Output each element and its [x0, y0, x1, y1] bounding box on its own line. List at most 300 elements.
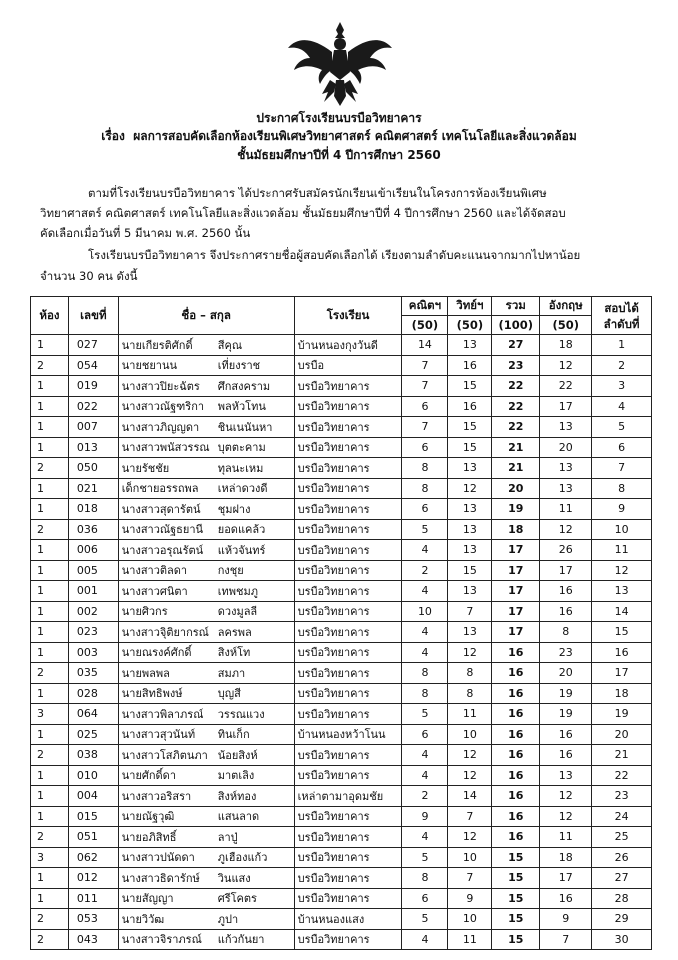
last-name: มาตเลิง: [217, 769, 255, 783]
cell-number: 023: [68, 622, 118, 643]
table-row: [31, 704, 652, 725]
table-row: [31, 376, 652, 397]
cell-total: 16: [492, 786, 540, 807]
cell-total: 16: [492, 724, 540, 745]
cell-rank: 1: [592, 335, 652, 356]
cell-room: 3: [31, 847, 69, 868]
cell-room: 1: [31, 540, 69, 561]
cell-english: 12: [540, 806, 592, 827]
cell-english: 22: [540, 376, 592, 397]
cell-name: [118, 335, 294, 356]
cell-name: [118, 868, 294, 889]
cell-rank: 7: [592, 458, 652, 479]
header-room: ห้อง: [31, 297, 69, 335]
cell-name: [118, 888, 294, 909]
table-row: [31, 417, 652, 438]
cell-room: 1: [31, 683, 69, 704]
cell-english: 11: [540, 499, 592, 520]
cell-number: 015: [68, 806, 118, 827]
subheader-english-max: (50): [540, 316, 592, 335]
cell-name: [118, 560, 294, 581]
cell-name: [118, 478, 294, 499]
cell-math: 10: [402, 601, 448, 622]
table-row: [31, 868, 652, 889]
cell-school: บรบือวิทยาคาร: [294, 560, 402, 581]
cell-total: 16: [492, 765, 540, 786]
first-name: นายชยานน: [121, 359, 178, 373]
cell-science: 13: [448, 519, 492, 540]
cell-school: บรบือวิทยาคาร: [294, 929, 402, 950]
cell-school: บรบือวิทยาคาร: [294, 827, 402, 848]
cell-school: บรบือวิทยาคาร: [294, 745, 402, 766]
cell-science: 7: [448, 806, 492, 827]
table-row: [31, 663, 652, 684]
announcement-title: ประกาศโรงเรียนบรบือวิทยาคาร: [256, 111, 422, 125]
cell-number: 038: [68, 745, 118, 766]
last-name: ยอดแคล้ว: [217, 523, 266, 537]
cell-math: 5: [402, 847, 448, 868]
cell-science: 11: [448, 929, 492, 950]
last-name: สมภา: [217, 666, 246, 680]
cell-total: 17: [492, 581, 540, 602]
cell-total: 22: [492, 396, 540, 417]
cell-total: 15: [492, 909, 540, 930]
table-row: [31, 335, 652, 356]
cell-name: [118, 827, 294, 848]
cell-school: บรบือวิทยาคาร: [294, 417, 402, 438]
cell-name: [118, 847, 294, 868]
cell-school: บ้านหนองหว้าโนน: [294, 724, 402, 745]
last-name: แก้วกันยา: [217, 933, 265, 947]
cell-total: 22: [492, 376, 540, 397]
cell-room: 2: [31, 909, 69, 930]
cell-rank: 3: [592, 376, 652, 397]
announcement-level: ชั้นมัธยมศึกษาปีที่ 4 ปีการศึกษา 2560: [237, 148, 441, 162]
cell-name: [118, 540, 294, 561]
cell-room: 2: [31, 355, 69, 376]
last-name: ภูปา: [217, 912, 239, 926]
cell-number: 036: [68, 519, 118, 540]
cell-room: 1: [31, 499, 69, 520]
table-row: [31, 601, 652, 622]
subheader-total-max: (100): [492, 316, 540, 335]
table-row: [31, 642, 652, 663]
cell-school: บรบือวิทยาคาร: [294, 847, 402, 868]
first-name: นายสัญญา: [121, 892, 174, 906]
last-name: วรรณแวง: [217, 707, 265, 721]
first-name: นายณัฐวุฒิ: [121, 810, 175, 824]
cell-math: 8: [402, 683, 448, 704]
cell-total: 17: [492, 560, 540, 581]
cell-math: 8: [402, 478, 448, 499]
last-name: ภูเฮืองแก้ว: [217, 851, 268, 865]
cell-math: 4: [402, 765, 448, 786]
cell-school: บรบือวิทยาคาร: [294, 601, 402, 622]
first-name: นางสาวสุดารัตน์: [121, 502, 201, 516]
body-line-4: โรงเรียนบรบือวิทยาคาร จึงประกาศรายชื่อผู้สอบคัดเลือกได้ เรียงตามลำดับคะแนนจากมากไปหาน้อย: [88, 248, 581, 262]
cell-science: 15: [448, 376, 492, 397]
last-name: ทินเก็ก: [217, 728, 250, 742]
last-name: ทุลนะเหม: [217, 461, 264, 475]
cell-rank: 25: [592, 827, 652, 848]
first-name: นายสิทธิพงษ์: [121, 687, 183, 701]
cell-total: 15: [492, 868, 540, 889]
cell-english: 17: [540, 560, 592, 581]
cell-english: 12: [540, 355, 592, 376]
cell-math: 4: [402, 745, 448, 766]
cell-school: บรบือวิทยาคาร: [294, 663, 402, 684]
cell-room: 1: [31, 335, 69, 356]
cell-rank: 16: [592, 642, 652, 663]
cell-math: 2: [402, 560, 448, 581]
cell-total: 20: [492, 478, 540, 499]
cell-math: 6: [402, 724, 448, 745]
cell-science: 16: [448, 396, 492, 417]
garuda-emblem: [284, 18, 396, 110]
cell-math: 5: [402, 704, 448, 725]
cell-room: 1: [31, 581, 69, 602]
cell-name: [118, 396, 294, 417]
table-row: [31, 396, 652, 417]
cell-total: 21: [492, 458, 540, 479]
cell-science: 13: [448, 335, 492, 356]
cell-room: 1: [31, 786, 69, 807]
last-name: ศรีโคตร: [217, 892, 257, 906]
table-row: [31, 786, 652, 807]
last-name: พลหัวโทน: [217, 400, 266, 414]
cell-english: 18: [540, 847, 592, 868]
cell-number: 012: [68, 868, 118, 889]
cell-science: 15: [448, 437, 492, 458]
cell-name: [118, 663, 294, 684]
cell-rank: 22: [592, 765, 652, 786]
table-body: [31, 335, 652, 950]
first-name: นางสาวพิลาภรณ์: [121, 707, 204, 721]
first-name: นางสาวพนัสวรรณ: [121, 441, 210, 455]
cell-math: 6: [402, 437, 448, 458]
last-name: กงชุย: [217, 564, 244, 578]
header-school: โรงเรียน: [294, 297, 402, 335]
cell-math: 8: [402, 663, 448, 684]
cell-rank: 11: [592, 540, 652, 561]
cell-number: 006: [68, 540, 118, 561]
cell-room: 1: [31, 622, 69, 643]
cell-number: 011: [68, 888, 118, 909]
header-rank: สอบได้ ลำดับที่: [592, 297, 652, 335]
cell-number: 062: [68, 847, 118, 868]
cell-school: บรบือวิทยาคาร: [294, 437, 402, 458]
cell-math: 2: [402, 786, 448, 807]
cell-total: 16: [492, 642, 540, 663]
results-table: [30, 296, 652, 950]
cell-number: 004: [68, 786, 118, 807]
cell-total: 16: [492, 745, 540, 766]
cell-english: 9: [540, 909, 592, 930]
cell-english: 13: [540, 417, 592, 438]
cell-number: 010: [68, 765, 118, 786]
cell-school: บรบือวิทยาคาร: [294, 704, 402, 725]
first-name: นายพลพล: [121, 666, 170, 680]
body-line-3: คัดเลือกเมื่อวันที่ 5 มีนาคม พ.ศ. 2560 นั้น: [40, 226, 251, 240]
cell-total: 15: [492, 888, 540, 909]
last-name: บุญสี: [217, 687, 241, 701]
first-name: นางสาวอรุณรัตน์: [121, 543, 204, 557]
subheader-math-max: (50): [402, 316, 448, 335]
last-name: วินแสง: [217, 871, 251, 885]
cell-total: 22: [492, 417, 540, 438]
cell-number: 028: [68, 683, 118, 704]
cell-number: 021: [68, 478, 118, 499]
cell-school: บรบือวิทยาคาร: [294, 806, 402, 827]
subheader-science-max: (50): [448, 316, 492, 335]
cell-rank: 5: [592, 417, 652, 438]
cell-total: 16: [492, 683, 540, 704]
table-row: [31, 622, 652, 643]
cell-total: 17: [492, 540, 540, 561]
cell-name: [118, 786, 294, 807]
cell-english: 19: [540, 704, 592, 725]
cell-school: บ้านหนองกุงวันดี: [294, 335, 402, 356]
cell-room: 2: [31, 519, 69, 540]
cell-english: 26: [540, 540, 592, 561]
last-name: เที่ยงราช: [217, 359, 261, 373]
cell-english: 12: [540, 786, 592, 807]
cell-rank: 24: [592, 806, 652, 827]
cell-number: 027: [68, 335, 118, 356]
table-row: [31, 827, 652, 848]
cell-name: [118, 376, 294, 397]
cell-science: 13: [448, 540, 492, 561]
cell-number: 064: [68, 704, 118, 725]
cell-english: 16: [540, 581, 592, 602]
cell-english: 13: [540, 765, 592, 786]
cell-school: บรบือ: [294, 355, 402, 376]
cell-english: 8: [540, 622, 592, 643]
cell-total: 17: [492, 601, 540, 622]
table-row: [31, 724, 652, 745]
cell-name: [118, 745, 294, 766]
last-name: ศึกสงคราม: [217, 379, 271, 393]
first-name: นายรัชชัย: [121, 461, 170, 475]
cell-english: 16: [540, 601, 592, 622]
cell-school: บ้านหนองแสง: [294, 909, 402, 930]
cell-total: 23: [492, 355, 540, 376]
cell-room: 1: [31, 765, 69, 786]
cell-number: 022: [68, 396, 118, 417]
table-row: [31, 888, 652, 909]
cell-rank: 14: [592, 601, 652, 622]
cell-total: 16: [492, 827, 540, 848]
cell-name: [118, 437, 294, 458]
table-row: [31, 806, 652, 827]
cell-english: 11: [540, 827, 592, 848]
body-line-5: จำนวน 30 คน ดังนี้: [40, 269, 138, 283]
cell-number: 001: [68, 581, 118, 602]
cell-math: 4: [402, 581, 448, 602]
cell-rank: 19: [592, 704, 652, 725]
subject-text: ผลการสอบคัดเลือกห้องเรียนพิเศษวิทยาศาสตร์ คณิตศาสตร์ เทคโนโลยีและสิ่งแวดล้อม: [133, 129, 577, 143]
cell-school: บรบือวิทยาคาร: [294, 478, 402, 499]
cell-math: 8: [402, 458, 448, 479]
cell-room: 2: [31, 929, 69, 950]
table-row: [31, 909, 652, 930]
cell-math: 9: [402, 806, 448, 827]
cell-science: 11: [448, 704, 492, 725]
cell-rank: 13: [592, 581, 652, 602]
table-row: [31, 683, 652, 704]
first-name: นายวิวัฒ: [121, 912, 165, 926]
cell-number: 019: [68, 376, 118, 397]
cell-total: 18: [492, 519, 540, 540]
cell-total: 19: [492, 499, 540, 520]
cell-room: 3: [31, 704, 69, 725]
cell-science: 12: [448, 642, 492, 663]
cell-room: 1: [31, 888, 69, 909]
cell-science: 10: [448, 724, 492, 745]
table-row: [31, 847, 652, 868]
cell-rank: 9: [592, 499, 652, 520]
cell-room: 1: [31, 396, 69, 417]
cell-english: 17: [540, 868, 592, 889]
cell-room: 2: [31, 458, 69, 479]
cell-rank: 23: [592, 786, 652, 807]
cell-math: 4: [402, 827, 448, 848]
first-name: นางสาวติลดา: [121, 564, 188, 578]
cell-english: 17: [540, 396, 592, 417]
table-row: [31, 745, 652, 766]
cell-number: 003: [68, 642, 118, 663]
cell-room: 2: [31, 827, 69, 848]
cell-school: บรบือวิทยาคาร: [294, 499, 402, 520]
cell-name: [118, 499, 294, 520]
last-name: ดวงมูลลี: [217, 605, 258, 619]
cell-room: 1: [31, 376, 69, 397]
first-name: นางสาวศนิตา: [121, 584, 188, 598]
cell-name: [118, 622, 294, 643]
cell-rank: 28: [592, 888, 652, 909]
cell-name: [118, 601, 294, 622]
cell-math: 5: [402, 519, 448, 540]
cell-math: 7: [402, 417, 448, 438]
cell-english: 20: [540, 437, 592, 458]
table-row: [31, 458, 652, 479]
cell-name: [118, 642, 294, 663]
last-name: ลครพล: [217, 625, 252, 639]
first-name: นางสาวปิยะฉัตร: [121, 379, 200, 393]
cell-science: 12: [448, 478, 492, 499]
cell-number: 054: [68, 355, 118, 376]
cell-name: [118, 724, 294, 745]
table-row: [31, 765, 652, 786]
first-name: นางสาวโสภิตนภา: [121, 748, 208, 762]
cell-name: [118, 765, 294, 786]
cell-math: 4: [402, 929, 448, 950]
cell-rank: 6: [592, 437, 652, 458]
cell-room: 1: [31, 437, 69, 458]
cell-name: [118, 355, 294, 376]
cell-rank: 26: [592, 847, 652, 868]
first-name: นายศักดิ์ดา: [121, 769, 176, 783]
first-name: เด็กชายอรรถพล: [121, 482, 199, 496]
cell-rank: 10: [592, 519, 652, 540]
table-row: [31, 560, 652, 581]
cell-number: 035: [68, 663, 118, 684]
last-name: เหล่าดวงดี: [217, 482, 268, 496]
cell-name: [118, 704, 294, 725]
last-name: เทพชมภู: [217, 584, 258, 598]
cell-name: [118, 581, 294, 602]
cell-science: 14: [448, 786, 492, 807]
cell-room: 1: [31, 478, 69, 499]
cell-room: 2: [31, 663, 69, 684]
cell-school: บรบือวิทยาคาร: [294, 765, 402, 786]
cell-english: 18: [540, 335, 592, 356]
cell-school: เหล่าตามาอุดมชัย: [294, 786, 402, 807]
first-name: นายเกียรติศักดิ์: [121, 338, 193, 352]
cell-rank: 20: [592, 724, 652, 745]
table-row: [31, 355, 652, 376]
cell-science: 12: [448, 827, 492, 848]
cell-name: [118, 519, 294, 540]
cell-rank: 12: [592, 560, 652, 581]
last-name: ชินเนนันหา: [217, 420, 273, 434]
cell-school: บรบือวิทยาคาร: [294, 540, 402, 561]
cell-room: 1: [31, 868, 69, 889]
cell-room: 1: [31, 560, 69, 581]
header-number: เลขที่: [68, 297, 118, 335]
cell-rank: 29: [592, 909, 652, 930]
cell-math: 4: [402, 540, 448, 561]
cell-number: 002: [68, 601, 118, 622]
cell-number: 005: [68, 560, 118, 581]
table-row: [31, 929, 652, 950]
cell-name: [118, 909, 294, 930]
cell-number: 025: [68, 724, 118, 745]
cell-science: 13: [448, 581, 492, 602]
cell-rank: 4: [592, 396, 652, 417]
cell-science: 15: [448, 417, 492, 438]
first-name: นายณรงค์ศักดิ์: [121, 646, 192, 660]
first-name: นางสาวปนัดดา: [121, 851, 195, 865]
cell-number: 053: [68, 909, 118, 930]
cell-math: 6: [402, 499, 448, 520]
cell-science: 8: [448, 663, 492, 684]
cell-english: 19: [540, 683, 592, 704]
subject-prefix: เรื่อง: [101, 129, 125, 143]
cell-total: 15: [492, 929, 540, 950]
last-name: แห้วจันทร์: [217, 543, 266, 557]
cell-total: 15: [492, 847, 540, 868]
first-name: นางสาวจุิติยากรณ์: [121, 625, 209, 639]
cell-science: 13: [448, 458, 492, 479]
cell-number: 050: [68, 458, 118, 479]
cell-english: 16: [540, 724, 592, 745]
first-name: นางสาวอริสรา: [121, 789, 192, 803]
first-name: นายอภิสิทธิ์: [121, 830, 177, 844]
cell-number: 013: [68, 437, 118, 458]
cell-rank: 8: [592, 478, 652, 499]
cell-science: 10: [448, 847, 492, 868]
first-name: นางสาวภิญญดา: [121, 420, 200, 434]
cell-school: บรบือวิทยาคาร: [294, 581, 402, 602]
cell-school: บรบือวิทยาคาร: [294, 396, 402, 417]
cell-total: 17: [492, 622, 540, 643]
table-row: [31, 540, 652, 561]
table-row: [31, 499, 652, 520]
cell-science: 8: [448, 683, 492, 704]
cell-total: 21: [492, 437, 540, 458]
cell-school: บรบือวิทยาคาร: [294, 376, 402, 397]
